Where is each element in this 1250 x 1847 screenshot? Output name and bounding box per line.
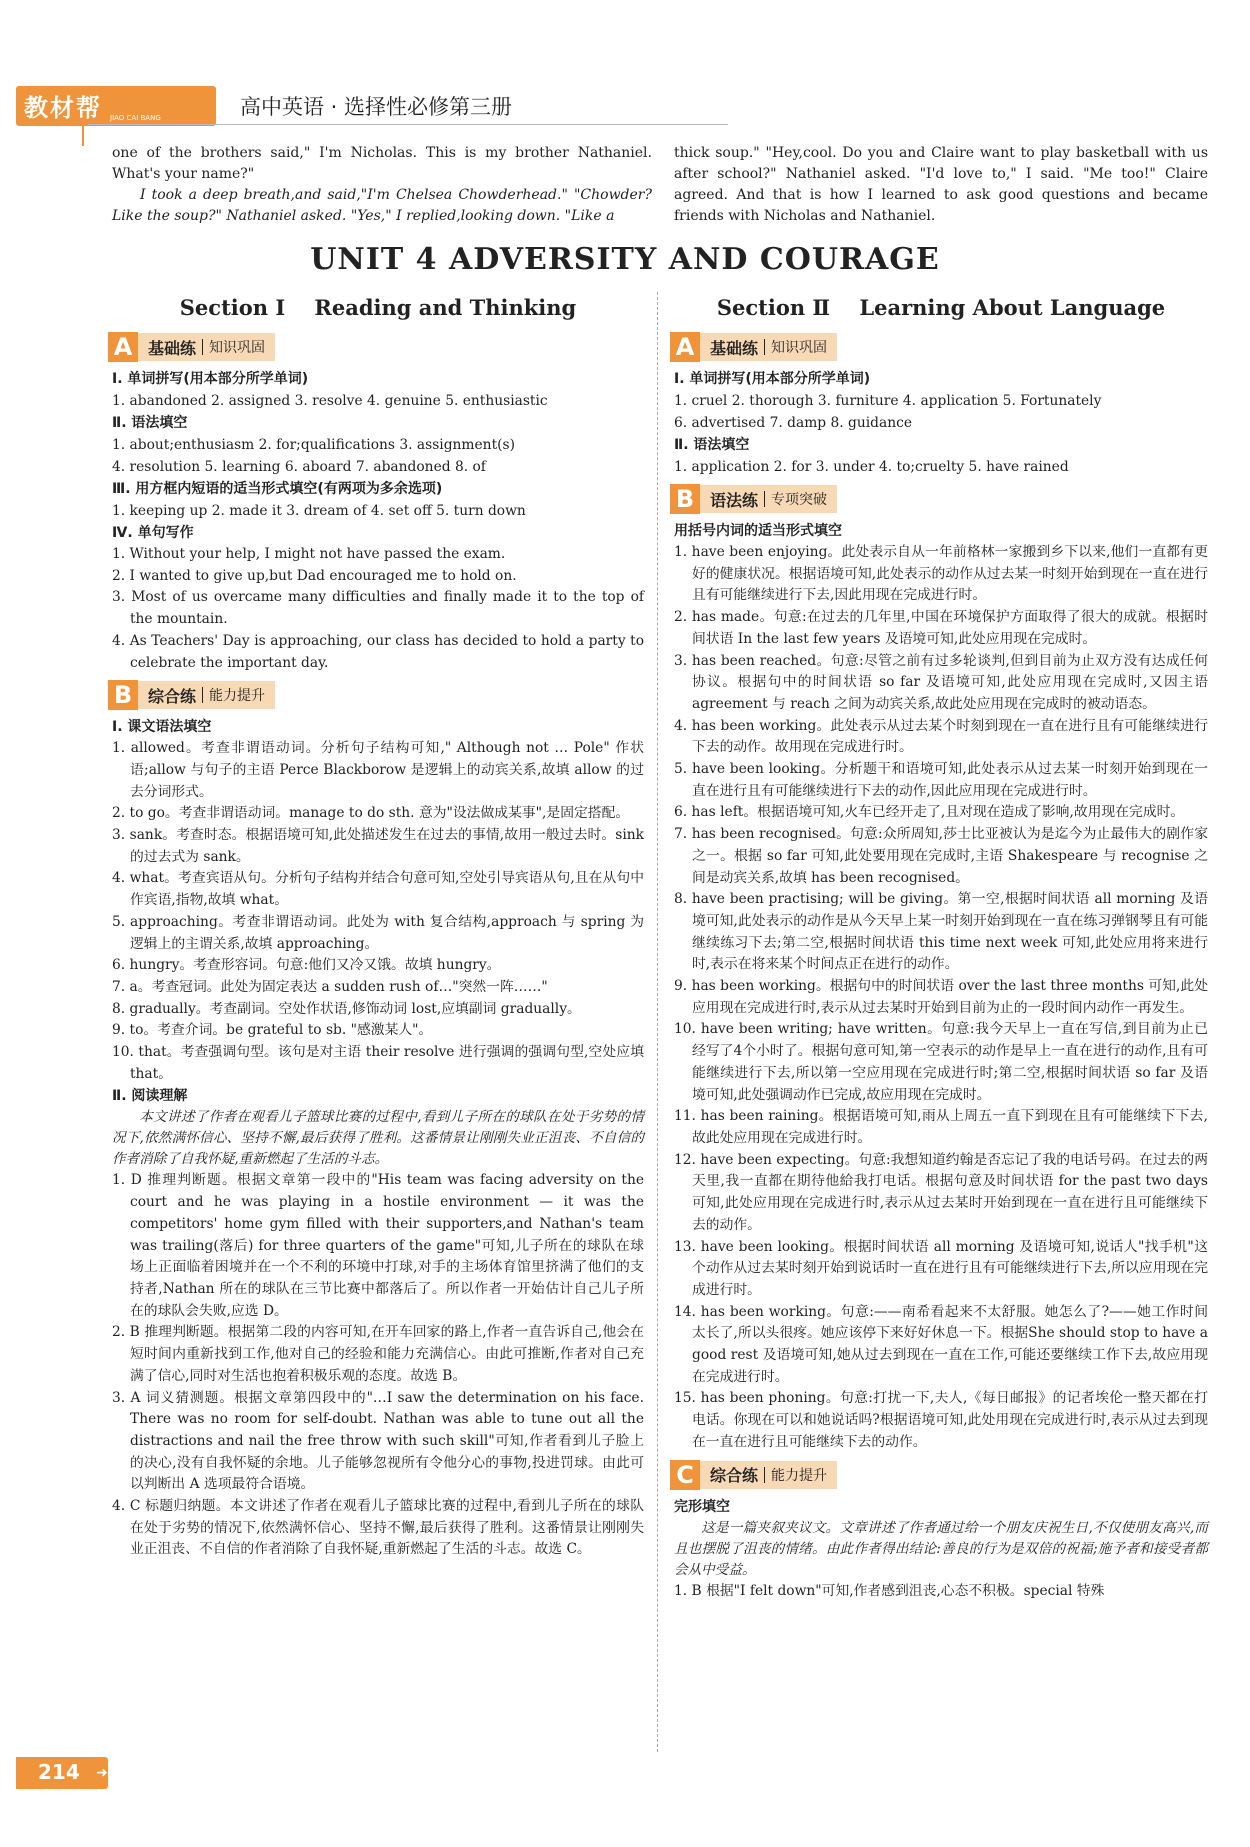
section-title: Section Ⅱ Learning About Language [716,295,1166,320]
block-letter: C [670,1460,700,1490]
subsection-heading: Ⅲ. 用方框内短语的适当形式填空(有两项为多余选项) [112,481,443,497]
passage-summary: 本文讲述了作者在观看儿子篮球比赛的过程中,看到儿子所在的球队在处于劣势的情况下,依然满怀信心、坚持不懈,最后获得了胜利。这番情景让刚刚失业正沮丧、不自信的作者消除了自我怀疑,重新燃起了生活的斗志。 [112,1109,644,1168]
answer-item: 1. D 推理判断题。根据文章第一段中的"His team was facing adversity on the court and he was playing in a hostile environment — it was the competitors' home gym filled with their supporters,and Nathan's team was trailing(落后) for three quarters of the game"可知,儿子所在的球队在球场上正面临着困境并在一个不利的环境中打球,对手的主场体育馆里挤满了他们的支持者,Nathan 所在的球队在三节比赛中都落后了。所以作者一开始估计自己儿子所在的球队会失败,应选 D。 [112,1172,644,1319]
answer-item: 3. has been reached。句意:尽管之前有过多轮谈判,但到目前为止双方没有达成任何协议。根据句中的时间状语 so far 及语境可知,此处应用现在完成时,又因主语 agreement 与 reach 之间为动宾关系,故此处应用现在完成时的被动语态。 [674,652,1208,712]
block-header-a [108,330,644,364]
section-title: Section Ⅰ Reading and Thinking [179,295,577,320]
block-band [138,333,275,361]
block-tag: 能力提升 [771,1467,828,1484]
story-continuation-right [674,143,1208,227]
block-header-c [670,1458,1208,1492]
answer-line: 1. abandoned 2. assigned 3. resolve 4. genuine 5. enthusiastic [112,393,548,409]
logo-tick-decoration [82,126,86,146]
answer-item: 5. approaching。考查非谓语动词。此处为 with 复合结构,approach 与 spring 为逻辑上的主谓关系,故填 approaching。 [112,913,644,952]
answer-line: 1. about;enthusiasm 2. for;qualifications 3. assignment(s) [112,437,515,453]
left-column [112,290,644,1561]
answer-item: 1. B 根据"I felt down"可知,作者感到沮丧,心态不积极。special 特殊 [674,1582,1105,1599]
answer-line: 1. keeping up 2. made it 3. dream of 4. set off 5. turn down [112,503,526,519]
answer-item: 5. have been looking。分析题干和语境可知,此处表示从过去某一时刻开始到现在一直在进行且有可能继续进行下去的动作,因此应用现在完成进行时。 [674,761,1208,799]
page-header [0,0,1250,150]
answer-line: 1. application 2. for 3. under 4. to;cruelty 5. have rained [674,459,1069,475]
answer-item: 9. has been working。根据句中的时间状语 over the last three months 可知,此处应用现在完成进行时,表示从过去某时开始到目前为止的一段时间内动作一再发生。 [674,978,1208,1016]
story-paragraph: I took a deep breath,and said,"I'm Chelsea Chowderhead." "Chowder? Like the soup?" Nathaniel asked. "Yes," I replied,looking down. "Like a [112,187,652,224]
answer-item: 1. have been enjoying。此处表示自从一年前格林一家搬到乡下以来,他们一直都有更好的健康状况。根据语境可知,此处表示的动作从过去某一时刻开始到现在一直在进行且有可能继续进行下去,因此用现在完成进行时。 [674,544,1208,604]
answer-item: 7. a。考查冠词。此处为固定表达 a sudden rush of…"突然一阵……" [112,978,548,995]
answer-item: 14. has been working。句意:——南希看起来不太舒服。她怎么了?——她工作时间太长了,所以头很疼。她应该停下来好好休息一下。根据She should stop to have a good rest 及语境可知,她从过去到现在一直在工作,可能还要继续工作下去,故应用现在完成进行时。 [674,1303,1208,1385]
answer-item: 7. has been recognised。句意:众所周知,莎士比亚被认为是迄今为止最伟大的剧作家之一。根据 so far 可知,此处要用现在完成时,主语 Shakespeare 与 recognise 之间是动宾关系,故填 has been recognised。 [674,826,1208,886]
header-divider [88,124,728,125]
subsection-heading: 用括号内词的适当形式填空 [674,523,842,539]
column-divider [657,292,658,1752]
block-band [700,485,837,513]
answer-item: 8. gradually。考查副词。空处作状语,修饰动词 lost,应填副词 gradually。 [112,1000,581,1017]
answer-item: 2. has made。句意:在过去的几年里,中国在环境保护方面取得了很大的成就。根据时间状语 In the last few years 及语境可知,此处应用现在完成时。 [674,609,1208,647]
answer-item: 13. have been looking。根据时间状语 all morning 及语境可知,说话人"找手机"这个动作从过去某时刻开始到说话时一直在进行且有可能继续进行下去,所以应用现在完成进行时。 [674,1238,1208,1298]
story-paragraph: one of the brothers said," I'm Nicholas. This is my brother Nathaniel. What's your name?" [112,145,652,182]
block-tag: 能力提升 [209,688,266,705]
block-separator [764,1467,765,1483]
subsection-heading: Ⅱ. 语法填空 [112,415,188,431]
block-letter: A [108,332,138,362]
answer-item: 15. has been phoning。句意:打扰一下,夫人,《每日邮报》的记者埃伦一整天都在打电话。你现在可以和她说话吗?根据语境可知,此处用现在完成进行时,表示从过去到现在一直在进行且可能继续下去的动作。 [674,1390,1208,1450]
subsection-heading: Ⅱ. 语法填空 [674,437,750,453]
answer-item: 4. As Teachers' Day is approaching, our class has decided to hold a party to celebrate the important day. [112,632,644,671]
block-letter: B [108,680,138,710]
arrow-right-icon: ➜ [96,1765,108,1781]
story-continuation-left [112,143,652,227]
answer-item: 2. to go。考查非谓语动词。manage to do sth. 意为"设法做成某事",是固定搭配。 [112,805,630,822]
subsection-heading: 完形填空 [674,1498,730,1515]
logo-text: 教材帮 [24,94,102,122]
answer-item: 6. has left。根据语境可知,火车已经开走了,且对现在造成了影响,故用现在完成时。 [674,804,1185,821]
block-name: 基础练 [710,338,759,358]
answer-item: 6. hungry。考查形容词。句意:他们又冷又饿。故填 hungry。 [112,957,501,974]
page-number: 214 [38,1760,80,1784]
block-letter: A [670,332,700,362]
unit-title: UNIT 4 ADVERSITY AND COURAGE [310,242,940,277]
answer-line: 4. resolution 5. learning 6. aboard 7. abandoned 8. of [112,459,486,475]
block-header-b [108,678,644,712]
answer-item: 4. C 标题归纳题。本文讲述了作者在观看儿子篮球比赛的过程中,看到儿子所在的球队在处于劣势的情况下,依然满怀信心、坚持不懈,最后获得了胜利。这番情景让刚刚失业正沮丧、不自信的作者消除了自我怀疑,重新燃起了生活的斗志。故选 C。 [112,1498,644,1558]
answer-item: 2. I wanted to give up,but Dad encouraged me to hold on. [112,567,517,584]
answer-item: 4. has been working。此处表示从过去某个时刻到现在一直在进行且有可能继续进行下去的动作。故用现在完成进行时。 [674,717,1208,756]
block-separator [764,339,765,355]
passage-summary: 这是一篇夹叙夹议文。文章讲述了作者通过给一个朋友庆祝生日,不仅使朋友高兴,而且也摆脱了沮丧的情绪。由此作者得出结论:善良的行为是双倍的祝福;施予者和接受者都会从中受益。 [674,1519,1208,1578]
logo-subtext: JIAO CAI BANG [110,114,161,122]
block-band [700,1461,837,1489]
block-name: 基础练 [148,338,197,358]
answer-item: 2. B 推理判断题。根据第二段的内容可知,在开车回家的路上,作者一直告诉自己,他会在短时间内重新找到工作,他对自己的经验和能力充满信心。由此可推断,作者对自己充满了信心,同时对生活也抱着积极乐观的态度。故选 B。 [112,1324,644,1384]
answer-item: 4. what。考查宾语从句。分析句子结构并结合句意可知,空处引导宾语从句,且在从句中作宾语,指物,故填 what。 [112,870,644,909]
block-header-a [670,330,1208,364]
answer-item: 3. Most of us overcame many difficulties and finally made it to the top of the mountain. [112,589,644,628]
right-column [674,290,1208,1602]
block-tag: 专项突破 [771,492,828,508]
brand-logo [16,86,216,126]
answer-item: 10. that。考查强调句型。该句是对主语 their resolve 进行强调的强调句型,空处应填 that。 [112,1044,644,1082]
page-number-badge [16,1757,108,1789]
answer-item: 9. to。考查介词。be grateful to sb. "感激某人"。 [112,1022,433,1039]
answer-item: 1. allowed。考查非谓语动词。分析句子结构可知," Although not … Pole" 作状语;allow 与句子的主语 Perce Blackborow 是逻辑上的动宾关系,故填 allow 的过去分词形式。 [112,740,644,800]
answer-line: 6. advertised 7. damp 8. guidance [674,415,913,431]
block-separator [202,339,203,355]
answer-line: 1. cruel 2. thorough 3. furniture 4. application 5. Fortunately [674,393,1102,409]
subsection-heading: Ⅰ. 单词拼写(用本部分所学单词) [674,371,871,387]
block-tag: 知识巩固 [771,340,828,356]
answer-item: 3. A 词义猜测题。根据文章第四段中的"…I saw the determination on his face. There was no room for self-doubt. Nathan was able to tune out all the distractions and nail the free throw with such skill"可知,作者看到儿子脸上的决心,没有自我怀疑的余地。儿子能够忽视所有令他分心的事物,投进罚球。由此可以判断出 A 选项最符合语境。 [112,1389,644,1493]
block-band [138,681,275,709]
answer-item: 10. have been writing; have written。句意:我今天早上一直在写信,到目前为止已经写了4个小时了。根据句意可知,第一空表示的动作是早上一直在进行的动作,且有可能继续进行下去,所以第一空应用现在完成进行时;第二空,根据时间状语 so far 及语境可知,此处强调动作已完成,故应用现在完成时。 [674,1021,1208,1103]
subsection-heading: Ⅳ. 单句写作 [112,525,194,541]
answer-item: 3. sank。考查时态。根据语境可知,此处描述发生在过去的事情,故用一般过去时。sink 的过去式为 sank。 [112,827,644,865]
answer-item: 8. have been practising; will be giving。第一空,根据时间状语 all morning 及语境可知,此处表示的动作是从今天早上某一时刻开始到现在一直在练习弹钢琴且有可能继续练习下去;第二空,根据时间状语 this time next week 可知,此处应用将来进行时,表示在将来某个时间点正在进行的动作。 [674,891,1208,973]
block-header-b [670,482,1208,516]
block-letter: B [670,484,700,514]
block-tag: 知识巩固 [209,340,266,356]
answer-item: 12. have been expecting。句意:我想知道约翰是否忘记了我的电话号码。在过去的两天里,我一直都在期待他給我打电话。根据句意及时间状语 for the past two days 可知,此处应用现在完成进行时,表示从过去某时开始到现在一直在进行且可能继续下去的动作。 [674,1151,1208,1233]
answer-item: 1. Without your help, I might not have passed the exam. [112,546,506,562]
answer-item: 11. has been raining。根据语境可知,雨从上周五一直下到现在且有可能继续下下去,故此处应用现在完成进行时。 [674,1108,1208,1146]
block-separator [764,491,765,507]
subsection-heading: Ⅰ. 课文语法填空 [112,719,212,736]
story-paragraph: thick soup." "Hey,cool. Do you and Claire want to play basketball with us after school?" Nathaniel asked. "I'd love to," I said. "Me too!" Claire agreed. And that is how I learned to ask good questions and became friends with Nicholas and Nathaniel. [674,145,1208,224]
block-name: 综合练 [710,1466,759,1486]
block-name: 语法练 [710,490,759,510]
block-name: 综合练 [148,686,197,706]
book-title: 高中英语 · 选择性必修第三册 [240,95,513,119]
block-band [700,333,837,361]
block-separator [202,687,203,703]
subsection-heading: Ⅱ. 阅读理解 [112,1088,188,1105]
subsection-heading: Ⅰ. 单词拼写(用本部分所学单词) [112,371,309,387]
